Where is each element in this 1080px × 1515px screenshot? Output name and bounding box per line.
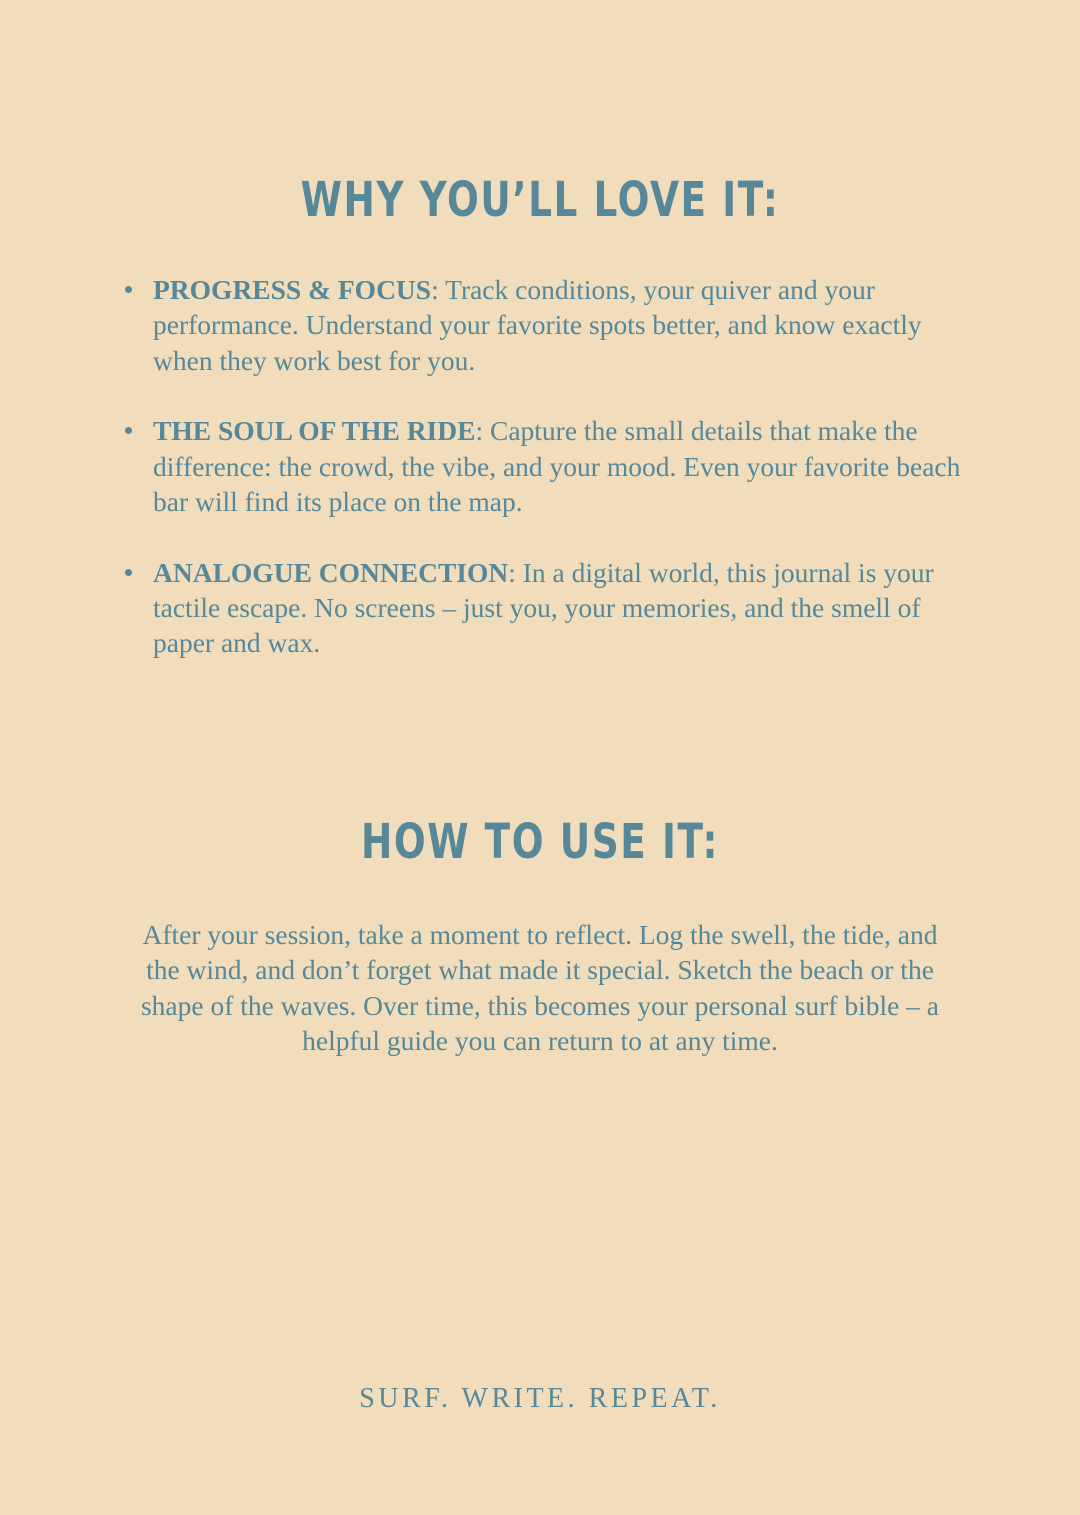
benefit-title: ANALOGUE CONNECTION (153, 556, 509, 588)
how-paragraph: After your session, take a moment to reflect. Log the swell, the tide, and the wind, and don’t forget what made it special. Sketch the beach or the shape of the waves. Over time, this becomes your personal surf bible – a helpful guide you can return to at any time. (140, 919, 940, 1056)
benefit-text: : Capture the small details that make the difference: the crowd, the vibe, and your mood. Even your favorite beach bar will find its place on the map. (153, 415, 961, 517)
benefit-item-analogue (122, 555, 972, 661)
tagline: SURF. WRITE. REPEAT. (359, 1383, 721, 1414)
bullet-icon (125, 569, 132, 576)
why-heading: WHY YOU’LL LOVE IT: (300, 172, 780, 228)
benefit-item-progress (122, 272, 972, 378)
benefit-title: THE SOUL OF THE RIDE (153, 415, 476, 447)
benefit-item-soul (122, 413, 972, 519)
benefit-list (122, 272, 972, 661)
benefit-text: : Track conditions, your quiver and your performance. Understand your favorite spots better, and know exactly when they work best for you. (153, 274, 922, 376)
bullet-icon (125, 286, 132, 293)
benefit-text: : In a digital world, this journal is your tactile escape. No screens – just you, your memories, and the smell of paper and wax. (153, 556, 934, 659)
benefit-title: PROGRESS & FOCUS (153, 274, 432, 305)
bullet-icon (125, 427, 132, 434)
how-heading: HOW TO USE IT: (360, 814, 720, 870)
